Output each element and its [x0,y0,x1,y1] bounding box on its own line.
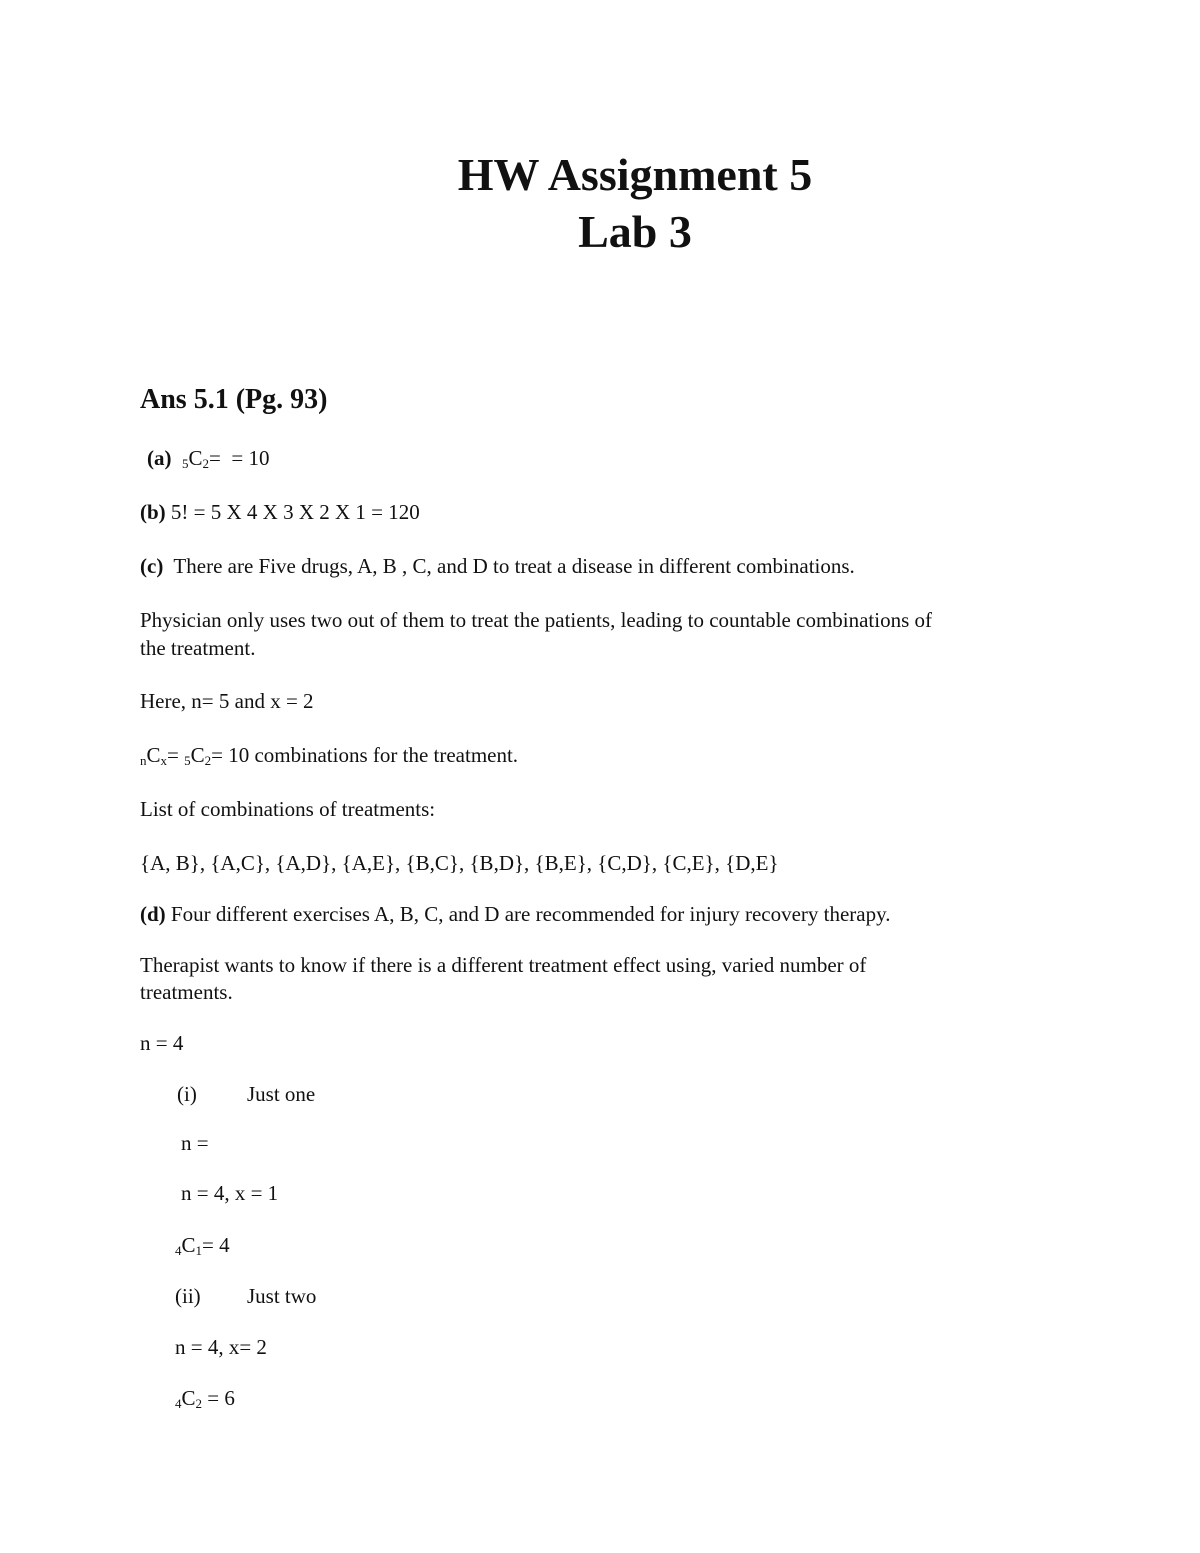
physician-line-1: Physician only uses two out of them to treat the patients, leading to countable combinations of [140,608,933,632]
item-i-text: Just one [247,1082,316,1106]
c: C [181,1233,196,1257]
here-line: Here, n= 5 and x = 2 [140,689,314,713]
c: C [190,743,205,767]
rest: = 10 combinations for the treatment. [211,743,519,767]
sub: 5 [184,753,191,768]
sub: 1 [195,1243,203,1258]
section-heading: Ans 5.1 (Pg. 93) [140,384,328,415]
item-ii-label: (ii) [175,1284,201,1308]
ncx-line [140,742,518,774]
part-d [140,901,891,927]
part-c [140,553,855,579]
c: C [188,446,203,470]
sub: x [160,753,168,768]
c: C [146,743,161,767]
sub: 2 [204,753,212,768]
item-ii-nx: n = 4, x= 2 [175,1335,267,1359]
part-b [140,499,420,525]
title-line-1: HW Assignment 5 [457,149,813,200]
sub: 5 [182,456,189,471]
part-a-label: (a) [147,446,172,470]
item-ii-text: Just two [247,1284,317,1308]
physician-line-2: the treatment. [140,636,256,660]
rest: = = 10 [209,446,270,470]
sub: 2 [202,456,210,471]
n-equals-4: n = 4 [140,1031,184,1055]
part-a [147,445,269,477]
rest: = 6 [202,1386,235,1410]
item-ii-combination [175,1385,235,1417]
therapist-line-2: treatments. [140,980,233,1004]
mid: = [167,743,185,767]
item-i-nx: n = 4, x = 1 [181,1181,279,1205]
part-d-label: (d) [140,902,166,926]
sub: n [140,753,147,768]
text: Four different exercises A, B, C, and D are recommended for injury recovery therapy. [165,902,891,926]
item-i-label: (i) [177,1082,197,1106]
part-b-label: (b) [140,500,166,524]
text: There are Five drugs, A, B , C, and D to treat a disease in different combinations. [163,554,855,578]
item-i-combination [175,1232,230,1264]
title-line-2: Lab 3 [578,206,692,257]
sub: 4 [175,1243,182,1258]
part-c-label: (c) [140,554,164,578]
sub: 4 [175,1396,182,1411]
sub: 2 [195,1396,203,1411]
text: 5! = 5 X 4 X 3 X 2 X 1 = 120 [165,500,420,524]
item-i-n-eq: n = [181,1131,209,1155]
therapist-line-1: Therapist wants to know if there is a different treatment effect using, varied number of [140,953,867,977]
rest: = 4 [202,1233,230,1257]
combinations-list: {A, B}, {A,C}, {A,D}, {A,E}, {B,C}, {B,D}, {B,E}, {C,D}, {C,E}, {D,E} [140,851,779,875]
c: C [181,1386,196,1410]
list-label: List of combinations of treatments: [140,797,436,821]
